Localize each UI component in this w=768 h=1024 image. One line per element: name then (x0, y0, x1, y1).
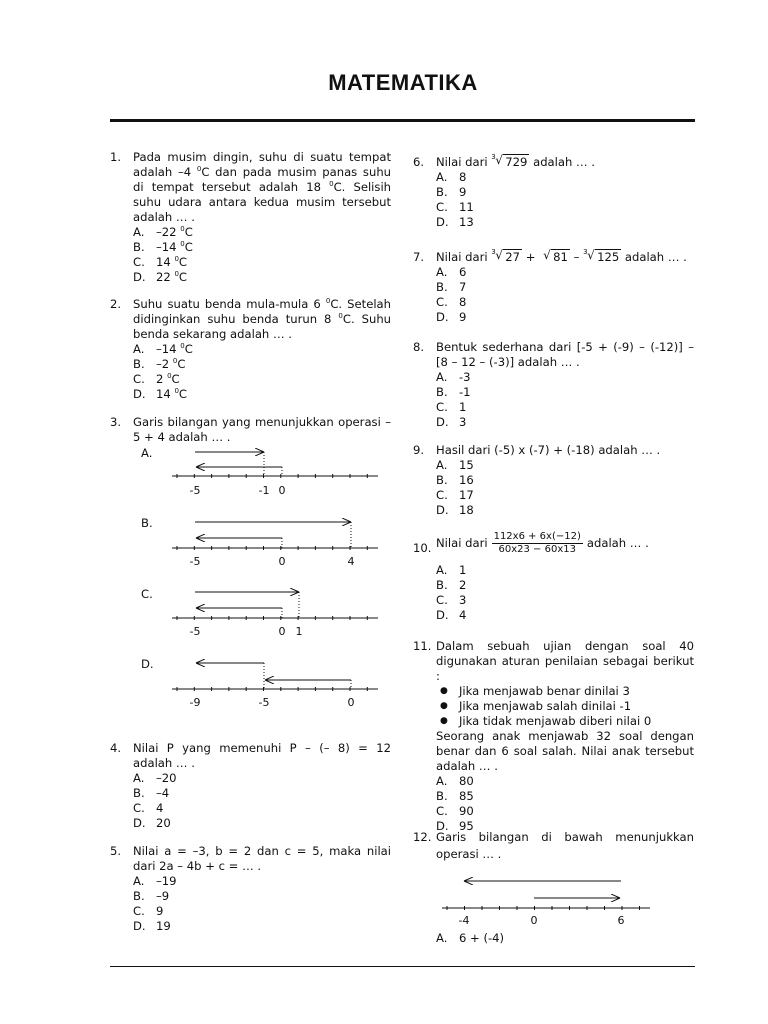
option-b: B. 9 (436, 185, 467, 199)
tick-label: -9 (189, 696, 201, 709)
question-number: 9. (413, 443, 425, 457)
question-number: 3. (110, 415, 122, 429)
option-d: D. 20 (133, 816, 171, 830)
question-text: Garis bilangan yang menunjukkan operasi –5 + 4 adalah … . (133, 415, 391, 444)
numberline-label-c: C. (141, 587, 153, 601)
question-12 (413, 829, 694, 863)
option-c: C. 2 $^0$C (133, 372, 180, 386)
option-c: C. 3 (436, 593, 467, 607)
question-12-options (436, 931, 504, 946)
fraction: $\frac{112x6 + 6x(-12)}{60x23 - 60x13}$ (493, 531, 581, 555)
option-c: C. 9 (133, 904, 164, 918)
question-number: 2. (110, 297, 122, 311)
question-number: 5. (110, 844, 122, 858)
question-text: Nilai a = –3, b = 2 dan c = 5, maka nilai dari 2a – 4b + c = … . (133, 844, 391, 873)
option-a: A. –22 $^0$C (133, 225, 193, 239)
cube-root: 3 √ 27 (491, 248, 521, 264)
option-b: B. –4 (133, 786, 170, 800)
option-a: A. 80 (436, 774, 474, 788)
question-5 (110, 844, 391, 934)
option-c: C. 17 (436, 488, 474, 502)
option-d: D. 22 $^0$C (133, 270, 188, 284)
option-b: B. –9 (133, 889, 170, 903)
question-11 (413, 639, 694, 834)
tick-label: 1 (295, 625, 303, 638)
rules-list (436, 684, 694, 729)
page-title: MATEMATIKA (328, 70, 478, 95)
tick-label: -5 (189, 555, 201, 568)
option-a: A. 6 (436, 265, 467, 279)
list-item: ● Jika menjawab salah dinilai -1 (436, 699, 694, 714)
tick-label: 6 (617, 914, 625, 927)
option-b: B. 2 (436, 578, 467, 592)
tick-label: -1 (258, 484, 270, 497)
question-number: 1. (110, 150, 122, 164)
tick-label: 0 (278, 484, 286, 497)
question-text: Hasil dari (-5) x (-7) + (-18) adalah … . (436, 443, 661, 457)
question-text: Bentuk sederhana dari [-5 + (-9) – (-12)] – [8 – 12 – (-3)] adalah … . (436, 340, 694, 369)
question-text: Nilai P yang memenuhi P – (– 8) = 12 adalah … . (133, 741, 391, 770)
option-d: D. 14 $^0$C (133, 387, 188, 401)
tick-label: 0 (278, 625, 286, 638)
tick-label: 0 (278, 555, 286, 568)
option-a: A. 15 (436, 458, 474, 472)
question-9 (413, 443, 694, 518)
question-number: 7. (413, 250, 425, 264)
option-c: C. 14 $^0$C (133, 255, 188, 269)
question-text: Dalam sebuah ujian dengan soal 40 digunakan aturan penilaian sebagai berikut : (436, 639, 694, 683)
option-d: D. 18 (436, 503, 474, 517)
option-c: C. 8 (436, 295, 467, 309)
question-7 (413, 250, 694, 325)
list-item: ● Jika menjawab benar dinilai 3 (436, 684, 694, 699)
tick-label: -5 (258, 696, 270, 709)
option-b: B. 16 (436, 473, 474, 487)
numberline-label-a: A. (141, 446, 153, 460)
cube-root: 3 √ 125 (583, 248, 620, 264)
question-number: 4. (110, 741, 122, 755)
question-number: 12. (413, 830, 432, 844)
numberline-label-d: D. (141, 657, 154, 671)
option-a: A. 1 (436, 563, 467, 577)
question-text: Pada musim dingin, suhu di suatu tempat adalah –4 $^0$C dan pada musim panas suhu di tempat tersebut adalah 18 $^0$C. Selisih suhu udara antara kedua musim tersebut adalah … . (133, 150, 392, 224)
option-d: D. 9 (436, 310, 467, 324)
option-d: D. 19 (133, 919, 171, 933)
option-d: D. 95 (436, 819, 474, 833)
option-b: B. 7 (436, 280, 467, 294)
option-c: C. 11 (436, 200, 474, 214)
list-item: ● Jika tidak menjawab diberi nilai 0 (436, 714, 694, 729)
question-number: 11. (413, 639, 432, 653)
option-b: B. -1 (436, 385, 471, 399)
cube-root: 3 √ 729 (491, 153, 528, 169)
question-8 (413, 340, 694, 430)
question-text-2: Seorang anak menjawab 32 soal dengan benar dan 6 soal salah. Nilai anak tersebut adalah … . (436, 729, 694, 773)
option-c: C. 90 (436, 804, 474, 818)
option-a: A. 8 (436, 170, 467, 184)
option-d: D. 3 (436, 415, 467, 429)
option-a: A. -3 (436, 370, 471, 384)
tick-label: 0 (347, 696, 355, 709)
option-d: D. 4 (436, 608, 467, 622)
question-10 (413, 531, 694, 623)
tick-label: -4 (458, 914, 470, 927)
option-b: B. 85 (436, 789, 474, 803)
question-text: Suhu suatu benda mula-mula 6 $^0$C. Setelah didinginkan suhu benda turun 8 $^0$C. Suhu benda sekarang adalah … . (133, 297, 392, 341)
tick-label: 4 (347, 555, 355, 568)
option-c: C. 1 (436, 400, 467, 414)
question-6 (413, 155, 694, 230)
option-a: A. –20 (133, 771, 177, 785)
tick-label: -5 (189, 484, 201, 497)
question-number: 10. (413, 541, 432, 555)
tick-label: -5 (189, 625, 201, 638)
question-number: 8. (413, 340, 425, 354)
question-text: Nilai dari $\frac{112x6 + 6x(-12)}{60x23 - 60x13}$ adalah … . (436, 531, 649, 555)
option-b: B. –2 $^0$C (133, 357, 186, 371)
question-4 (110, 741, 391, 831)
numberline-label-b: B. (141, 516, 153, 530)
square-root: √ 81 (543, 248, 568, 264)
question-number: 6. (413, 155, 425, 169)
question-text: Nilai dari 3 √ 729 adalah … . (436, 153, 595, 169)
question-text: Garis bilangan di bawah menunjukkan operasi … . (436, 830, 694, 861)
option-a: A. –14 $^0$C (133, 342, 193, 356)
option-a: A. 6 + (-4) (436, 931, 505, 945)
tick-label: 0 (530, 914, 538, 927)
option-c: C. 4 (133, 801, 164, 815)
option-d: D. 13 (436, 215, 474, 229)
option-b: B. –14 $^0$C (133, 240, 193, 254)
option-a: A. –19 (133, 874, 177, 888)
question-text: Nilai dari 3 √ 27 + √ 81 – 3 √ 125 adalah … . (436, 248, 687, 264)
